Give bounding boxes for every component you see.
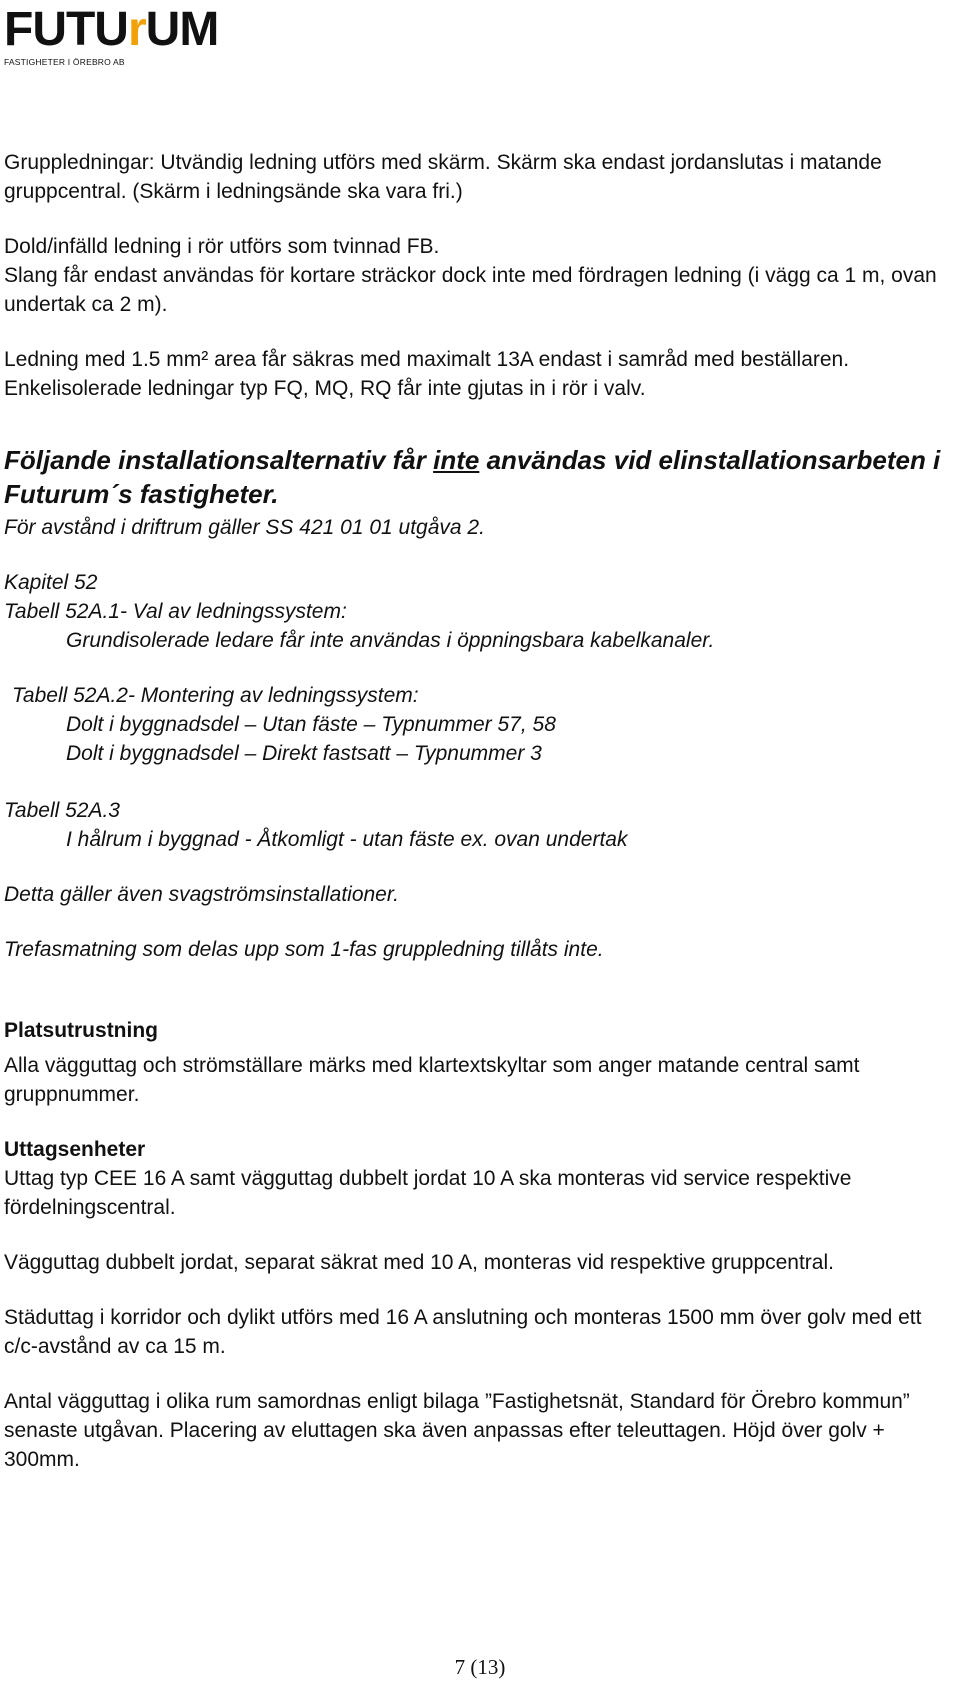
uttagsenheter-p3: Städuttag i korridor och dylikt utförs med 16 A anslutning och monteras 1500 mm över golv med ett c/c-avstånd av ca 15 m. [4, 1306, 922, 1358]
note-trefas: Trefasmatning som delas upp som 1-fas gruppledning tillåts inte. [4, 938, 604, 961]
logo-accent: r [127, 3, 146, 56]
uttagsenheter-heading: Uttagsenheter [4, 1138, 146, 1161]
logo-tagline: FASTIGHETER I ÖREBRO AB [4, 57, 125, 67]
platsutrustning-heading: Platsutrustning [4, 1019, 159, 1042]
distance-note: För avstånd i driftrum gäller SS 421 01 01 utgåva 2. [4, 516, 485, 539]
paragraph-dold-ledning: Dold/infälld ledning i rör utförs som tvinnad FB. [4, 235, 440, 258]
paragraph-slang: Slang får endast användas för kortare sträckor dock inte med fördragen ledning (i vägg ca 1 m, ovan undertak ca 2 m). [4, 264, 937, 316]
page-number: 7 (13) [454, 1655, 506, 1679]
uttagsenheter-p2: Vägguttag dubbelt jordat, separat säkrat med 10 A, monteras vid respektive gruppcentral. [4, 1251, 834, 1274]
table-52a3-line: I hålrum i byggnad - Åtkomligt - utan fäste ex. ovan undertak [66, 828, 628, 851]
heading-underlined-word: inte [433, 445, 480, 475]
heading-part-2: användas vid elinstallationsarbeten i Futurum´s fastigheter. [4, 445, 941, 509]
logo-wordmark [4, 3, 219, 56]
logo-part-2: UM [145, 3, 219, 56]
uttagsenheter-p1: Uttag typ CEE 16 A samt vägguttag dubbelt jordat 10 A ska monteras vid service respektive fördelningscentral. [4, 1167, 852, 1219]
table-52a1-line: Grundisolerade ledare får inte användas i öppningsbara kabelkanaler. [66, 629, 715, 652]
platsutrustning-text: Alla vägguttag och strömställare märks med klartextskyltar som anger matande central samt gruppnummer. [4, 1054, 860, 1106]
table-52a1-title: Tabell 52A.1- Val av ledningssystem: [4, 600, 347, 623]
chapter-label: Kapitel 52 [4, 571, 98, 594]
table-52a3-title: Tabell 52A.3 [4, 799, 120, 822]
table-52a2-title: Tabell 52A.2- Montering av ledningssystem: [12, 684, 419, 707]
note-svagstrom: Detta gäller även svagströmsinstallationer. [4, 883, 399, 906]
futurum-logo [4, 3, 219, 76]
logo-part-1: FUTU [4, 3, 128, 56]
table-52a2-line-2: Dolt i byggnadsdel – Direkt fastsatt – Typnummer 3 [66, 742, 542, 765]
paragraph-gruppledningar: Gruppledningar: Utvändig ledning utförs med skärm. Skärm ska endast jordanslutas i matande gruppcentral. (Skärm i ledningsände ska vara fri.) [4, 151, 882, 203]
document-body [4, 148, 959, 1474]
restrictions-heading [4, 443, 959, 511]
heading-part-1: Följande installationsalternativ får [4, 445, 434, 475]
uttagsenheter-p4: Antal vägguttag i olika rum samordnas enligt bilaga ”Fastighetsnät, Standard för Örebro kommun” senaste utgåvan. Placering av eluttagen ska även anpassas efter teleuttagen. Höjd över golv + 300mm. [4, 1390, 910, 1471]
table-52a2-line-1: Dolt i byggnadsdel – Utan fäste – Typnummer 57, 58 [66, 713, 556, 736]
paragraph-enkelisolerade: Enkelisolerade ledningar typ FQ, MQ, RQ får inte gjutas in i rör i valv. [4, 377, 646, 400]
paragraph-ledning-15: Ledning med 1.5 mm² area får säkras med maximalt 13A endast i samråd med beställaren. [4, 348, 850, 371]
